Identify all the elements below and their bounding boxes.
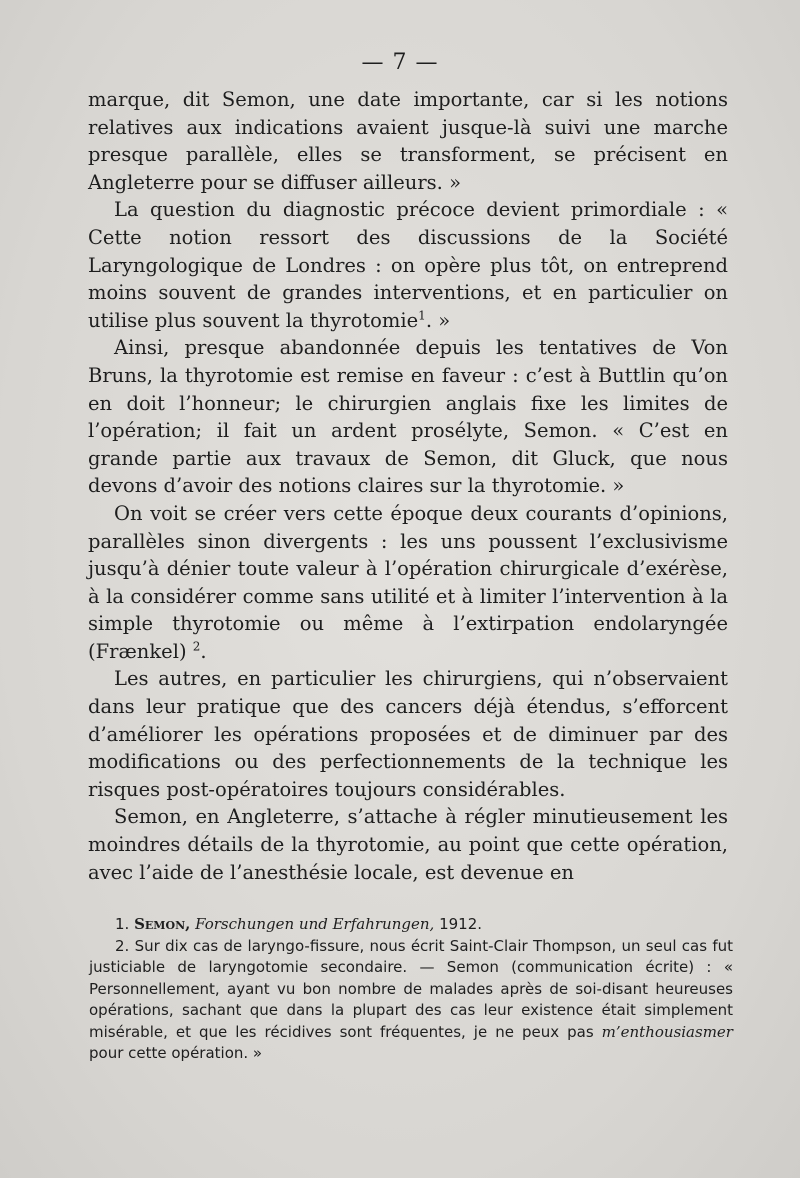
footnote-2-number: 2. (115, 936, 130, 955)
paragraph-4-tail: . (200, 639, 207, 663)
paragraph-2-tail: . » (425, 308, 451, 332)
footnote-1 (115, 914, 733, 936)
footnote-1-year: 1912. (439, 915, 483, 933)
paragraph-5: Les autres, en particulier les chirurgiens, qui n’observaient dans leur pratique que des cancers déjà étendus, s’efforcent d’améliorer les opérations proposées et de diminuer par des modifications ou des perfectionnements de la technique les risques post-opératoires toujours considérables. (88, 667, 728, 801)
footnote-2-text-end: pour cette opération. » (89, 1044, 263, 1062)
page-number: — 7 — (361, 50, 439, 75)
footnote-1-title: Forschungen und Erfahrungen, (195, 915, 435, 933)
paragraph-3: Ainsi, presque abandonnée depuis les tentatives de Von Bruns, la thyrotomie est remise en faveur : c’est à Buttlin qu’on en doit l’honneur; le chirurgien anglais fixe les limites de l’opération; il fait un ardent prosélyte, Semon. « C’est en grande partie aux travaux de Semon, dit Gluck, que nous devons d’avoir des notions claires sur la thyrotomie. » (88, 336, 728, 498)
paragraph-2 (88, 196, 728, 334)
paragraph-1: marque, dit Semon, une date importante, car si les notions relatives aux indications avaient jusque-là suivi une marche presque parallèle, elles se transforment, se précisent en Angleterre pour se diffuser ailleurs. » (88, 88, 728, 194)
footnote-ref-1: 1 (418, 308, 426, 323)
footnote-2-italic: m’enthousiasmer (601, 1022, 733, 1041)
footnote-1-author: Semon, (134, 915, 191, 933)
paragraph-4 (88, 500, 728, 666)
footnote-1-number: 1. (115, 915, 130, 933)
footnote-ref-2: 2 (192, 639, 201, 654)
paragraph-4-text: On voit se créer vers cette époque deux courants d’opinions, parallèles sinon divergents : les uns poussent l’exclusivisme jusqu’à dénier toute valeur à l’opération chirurgicale d’exérèse, à la considérer comme sans utilité et à limiter l’intervention à la simple thyrotomie ou même à l’extirpation endolaryngée (Frænkel) (88, 501, 728, 663)
body-text (88, 86, 728, 886)
footnote-2-text: Sur dix cas de laryngo-fissure, nous écrit Saint-Clair Thompson, un seul cas fut justiciable de laryngotomie secondaire. — Semon (communication écrite) : « Personnellement, ayant vu bon nombre de malades après de soi-disant heureuses opérations, sachant que dans la plupart des cas leur existence était simplement misérable, et que les récidives sont fréquentes, je ne peux pas (89, 936, 733, 1041)
paragraph-6: Semon, en Angleterre, s’attache à régler minutieusement les moindres détails de la thyrotomie, au point que cette opération, avec l’aide de l’anesthésie locale, est devenue en (88, 805, 728, 884)
footnotes (89, 914, 733, 1065)
paragraph-2-text: La question du diagnostic précoce devient primordiale : « Cette notion ressort des discussions de la Société Laryngologique de Londres : on opère plus tôt, on entreprend moins souvent de grandes interventions, et en particulier on utilise plus souvent la thyrotomie (88, 198, 728, 332)
footnote-2 (89, 936, 733, 1065)
